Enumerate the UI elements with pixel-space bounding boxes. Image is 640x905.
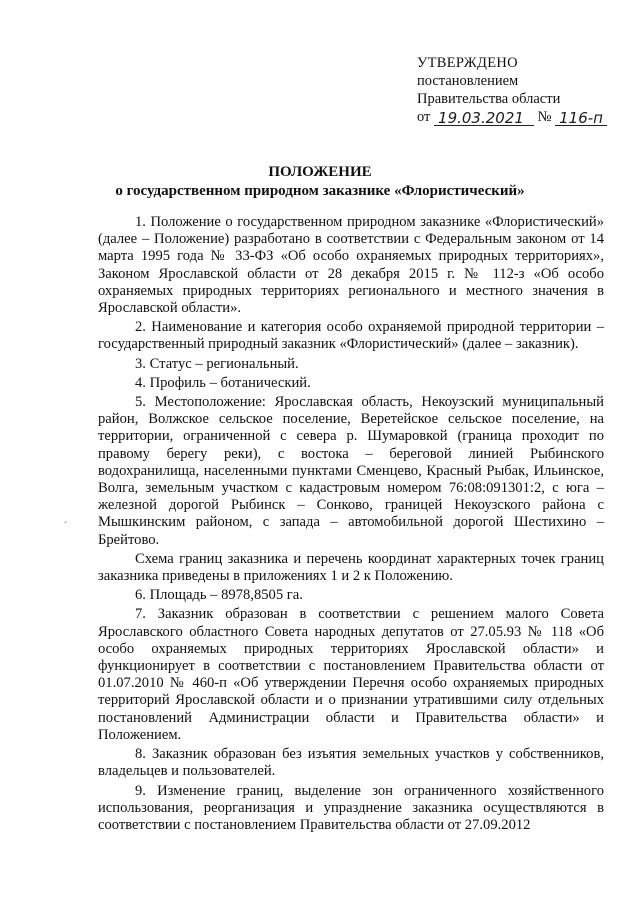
- paragraph-5-scheme: Схема границ заказника и перечень координат характерных точек границ заказника приведены в приложениях 1 и 2 к Положению.: [98, 550, 604, 585]
- title-line-1: ПОЛОЖЕНИЕ: [268, 164, 372, 180]
- approval-from-label: от: [417, 109, 431, 125]
- approval-block: [417, 54, 607, 126]
- paragraph-5: 5. Местоположение: Ярославская область, Некоузский муниципальный район, Волжское сельское поселение, Веретейское сельское поселение, на территории, ограниченной с севера р. Шумаровкой (граница проходит по правому берегу реки), с востока – береговой линией Рыбинского водохранилища, населенными пунктами Сменцево, Красный Рыбак, Ильинское, Волга, земельным участком с кадастровым номером 76:08:091301:2, с юга – железной дорогой Рыбинск – Сонково, границей Некоузского района с Мышкинским районом, с запада – автомобильной дорогой Шестихино – Брейтово.: [98, 394, 604, 548]
- approval-line-1: постановлением: [417, 73, 519, 89]
- approval-heading: УТВЕРЖДЕНО: [417, 55, 518, 71]
- approval-date-handwritten: 19.03.2021: [438, 109, 524, 127]
- title-line-2: о государственном природном заказнике «Флористический»: [115, 183, 525, 199]
- margin-mark: ·: [64, 518, 68, 529]
- approval-date-line: [434, 109, 534, 126]
- paragraph-3: 3. Статус – региональный.: [135, 355, 299, 372]
- paragraph-1: 1. Положение о государственном природном заказнике «Флористический» (далее – Положение) разработано в соответствии с Федеральным законом от 14 марта 1995 года № 33-ФЗ «Об особо охраняемых природных территориях», Законом Ярославской области от 28 декабря 2015 г. № 112-з «Об особо охраняемых природных территориях регионального и местного значения в Ярославской области».: [98, 214, 604, 317]
- document-title: [0, 163, 640, 201]
- paragraph-7: 7. Заказник образован в соответствии с решением малого Совета Ярославского областного Совета народных депутатов от 27.05.93 № 118 «Об особо охраняемых природных территориях Ярославской области» и функционирует в соответствии с постановлением Правительства области от 01.07.2010 № 460-п «Об утверждении Перечня особо охраняемых природных территорий Ярославской области и о признании утратившими силу отдельных постановлений Администрации области и Правительства области» и Положением.: [98, 606, 604, 743]
- document-body: [98, 214, 604, 836]
- approval-date-number: [417, 108, 607, 126]
- approval-number-handwritten: 116-п: [559, 109, 603, 127]
- approval-line-2: Правительства области: [417, 91, 561, 107]
- paragraph-6: 6. Площадь – 8978,8505 га.: [135, 587, 303, 604]
- paragraph-9: 9. Изменение границ, выделение зон ограниченного хозяйственного использования, реорганизация и упразднение заказника осуществляются в соответствии с постановлением Правительства области от 27.09.2012: [98, 782, 604, 833]
- paragraph-4: 4. Профиль – ботанический.: [135, 374, 311, 391]
- paragraph-8: 8. Заказник образован без изъятия земельных участков у собственников, владельцев и пользователей.: [98, 746, 604, 780]
- approval-number-label: №: [537, 109, 552, 125]
- approval-number-line: [555, 109, 607, 126]
- paragraph-2: 2. Наименование и категория особо охраняемой природной территории – государственный природный заказник «Флористический» (далее – заказник).: [98, 319, 604, 353]
